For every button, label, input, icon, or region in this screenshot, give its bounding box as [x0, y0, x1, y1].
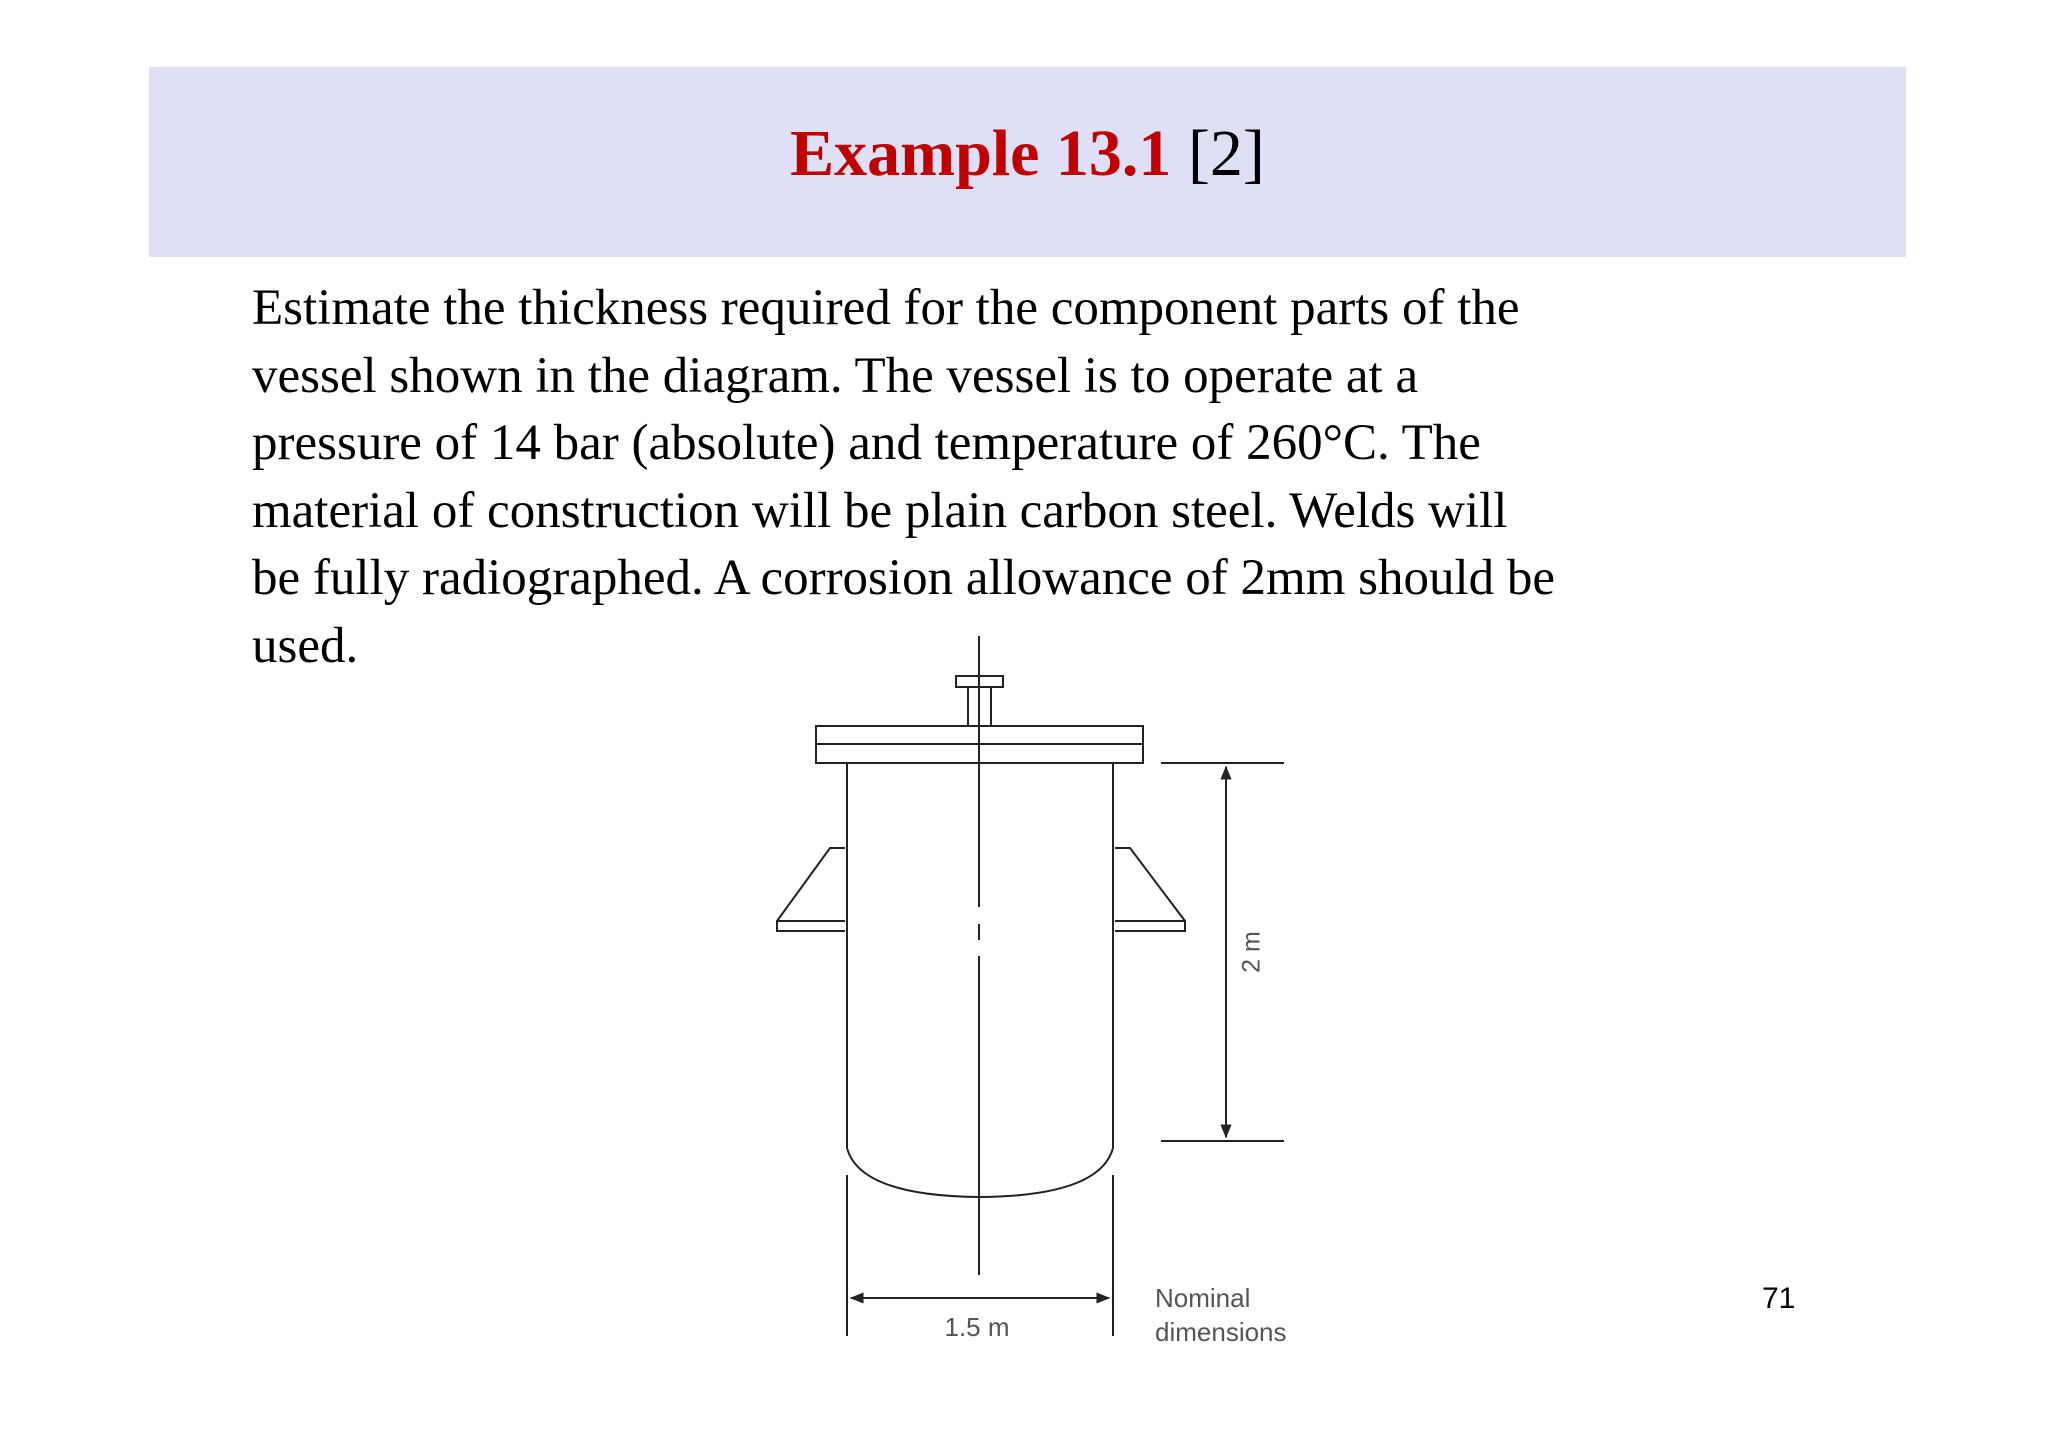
left-support-bracket [777, 848, 845, 931]
statement-line: Estimate the thickness required for the component parts of the [252, 280, 1520, 336]
statement-line: material of construction will be plain carbon steel. Welds will [252, 482, 1508, 539]
statement-line: pressure of 14 bar (absolute) and temperature of 260°C. The [252, 415, 1481, 471]
statement-line: used. [252, 617, 359, 674]
page-number: 71 [1762, 1282, 1796, 1315]
diameter-label: 1.5 m [944, 1312, 1010, 1342]
slide-title-main: Example 13.1 [790, 117, 1172, 190]
right-support-bracket [1115, 848, 1185, 931]
statement-line: vessel shown in the diagram. The vessel is to operate at a [252, 347, 1419, 404]
height-label: 2 m [1237, 931, 1266, 973]
nominal-note-line1: Nominal [1155, 1283, 1251, 1313]
nominal-note-line2: dimensions [1155, 1317, 1287, 1347]
slide-title-suffix: [2] [1171, 117, 1265, 190]
statement-line: be fully radiographed. A corrosion allowance of 2mm should be [252, 550, 1556, 606]
